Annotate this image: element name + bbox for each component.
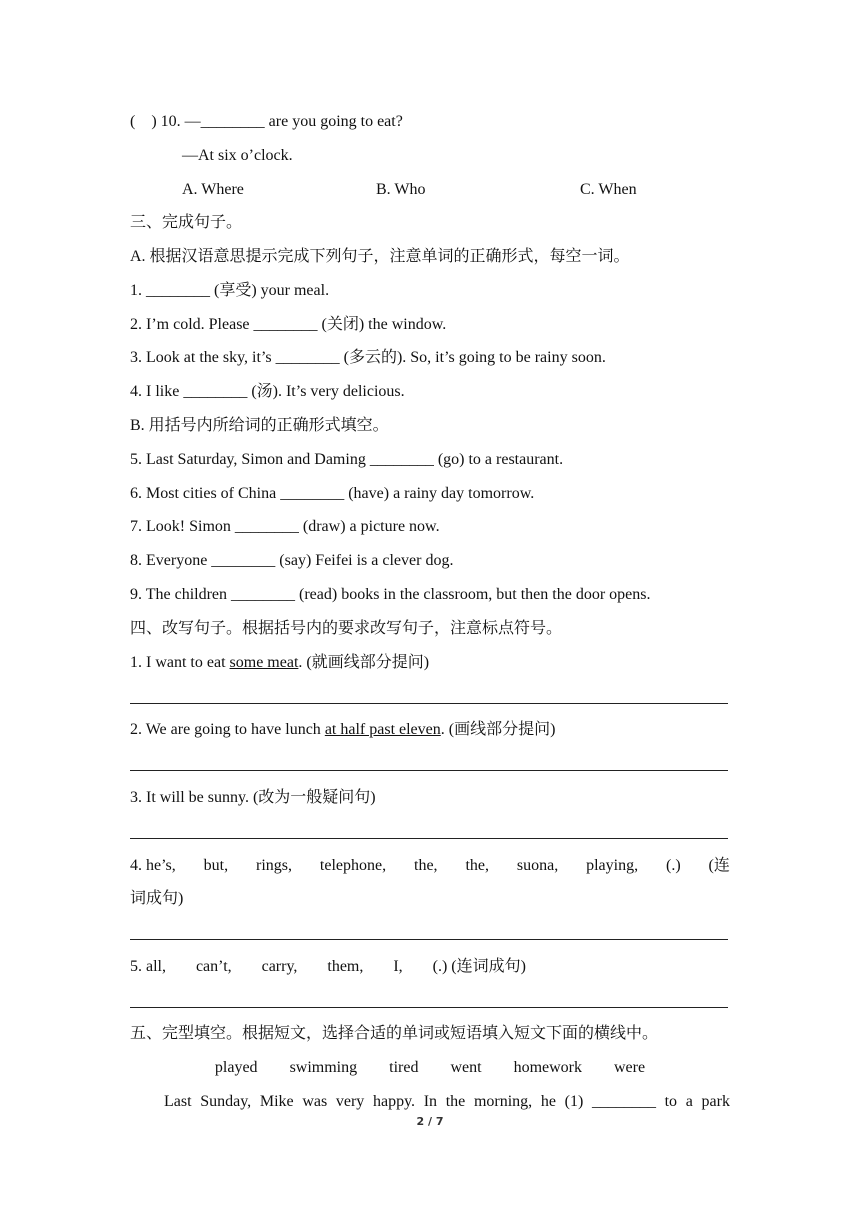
s4-q2-underlined: at half past eleven — [324, 721, 441, 738]
passage-word: very — [335, 1093, 365, 1110]
word-bank-item: went — [450, 1059, 482, 1076]
q4-token: playing, — [586, 857, 639, 874]
word-bank-item: swimming — [289, 1059, 358, 1076]
passage-word: was — [302, 1093, 328, 1110]
word-bank — [0, 1058, 860, 1078]
answer-line-4[interactable] — [130, 939, 728, 940]
answer-line-3[interactable] — [130, 838, 728, 839]
passage-word: morning, — [473, 1093, 533, 1110]
s4-q2-post: . (画线部分提问) — [440, 721, 556, 738]
answer-line-1[interactable] — [130, 703, 728, 704]
q4-token: the, — [414, 857, 438, 874]
q5-token: them, — [327, 958, 364, 975]
q5-token: I, — [393, 958, 403, 975]
s3-b-item-5: 5. Last Saturday, Simon and Daming ________ (go) to a restaurant. — [130, 451, 564, 468]
passage-word: happy. — [372, 1093, 416, 1110]
s4-q2 — [130, 720, 555, 740]
s3-b-item-6: 6. Most cities of China ________ (have) a rainy day tomorrow. — [130, 485, 535, 502]
passage-word: In — [423, 1093, 438, 1110]
passage-word: the — [445, 1093, 466, 1110]
passage-word: Last — [164, 1093, 192, 1110]
section3-part-a: A. 根据汉语意思提示完成下列句子，注意单词的正确形式，每空一词。 — [130, 248, 630, 265]
s3-a-item-4: 4. I like ________ (汤). It’s very delicious. — [130, 383, 405, 400]
page-number: 2 / 7 — [416, 1115, 444, 1128]
q4-token: rings, — [256, 857, 293, 874]
s3-a-item-1: 1. ________ (享受) your meal. — [130, 282, 330, 299]
word-bank-item: were — [614, 1059, 646, 1076]
q10-question: ( ) 10. —________ are you going to eat? — [130, 113, 403, 130]
q4-token: 4. he’s, — [130, 857, 176, 874]
section3-part-b: B. 用括号内所给词的正确形式填空。 — [130, 417, 389, 434]
q10-answer: —At six o’clock. — [182, 147, 293, 164]
s4-q1-underlined: some meat — [229, 654, 299, 671]
s4-q4 — [130, 856, 730, 876]
s4-q4-continued: 词成句) — [130, 890, 184, 907]
q4-token: (连 — [708, 857, 730, 874]
section5-title: 五、完型填空。根据短文，选择合适的单词或短语填入短文下面的横线中。 — [130, 1025, 659, 1042]
s4-q3: 3. It will be sunny. (改为一般疑问句) — [130, 789, 376, 806]
passage-blank: ________ — [591, 1093, 656, 1110]
s3-b-item-9: 9. The children ________ (read) books in the classroom, but then the door opens. — [130, 586, 651, 603]
word-bank-item: homework — [513, 1059, 582, 1076]
passage-word: a — [685, 1093, 693, 1110]
passage-word: Sunday, — [200, 1093, 252, 1110]
section3-title: 三、完成句子。 — [130, 214, 243, 231]
q10-options — [0, 180, 860, 200]
passage-word: to — [664, 1093, 678, 1110]
answer-line-5[interactable] — [130, 1007, 728, 1008]
passage-word: (1) — [564, 1093, 584, 1110]
s3-b-item-7: 7. Look! Simon ________ (draw) a picture now. — [130, 518, 440, 535]
q4-token: but, — [203, 857, 229, 874]
passage-word: he — [540, 1093, 556, 1110]
q5-token: (.) (连词成句) — [432, 958, 526, 975]
option-a: A. Where — [182, 181, 244, 198]
passage-word: Mike — [259, 1093, 294, 1110]
s3-a-item-3: 3. Look at the sky, it’s ________ (多云的). So, it’s going to be rainy soon. — [130, 349, 606, 366]
option-c: C. When — [580, 181, 637, 198]
s4-q1 — [130, 653, 429, 673]
section4-title: 四、改写句子。根据括号内的要求改写句子，注意标点符号。 — [130, 620, 563, 637]
q4-token: (.) — [665, 857, 681, 874]
passage-first-line — [164, 1092, 730, 1112]
word-bank-item: tired — [389, 1059, 419, 1076]
s4-q1-pre: 1. I want to eat — [130, 654, 230, 671]
q5-token: carry, — [261, 958, 298, 975]
s4-q2-pre: 2. We are going to have lunch — [130, 721, 325, 738]
passage-word: park — [701, 1093, 730, 1110]
s3-b-item-8: 8. Everyone ________ (say) Feifei is a clever dog. — [130, 552, 454, 569]
s3-a-item-2: 2. I’m cold. Please ________ (关闭) the window. — [130, 316, 447, 333]
s4-q1-post: . (就画线部分提问) — [298, 654, 430, 671]
word-bank-item: played — [214, 1059, 258, 1076]
q4-token: telephone, — [319, 857, 387, 874]
q5-token: 5. all, — [130, 958, 166, 975]
q5-token: can’t, — [195, 958, 232, 975]
q4-token: the, — [465, 857, 489, 874]
option-b: B. Who — [376, 181, 426, 198]
q4-token: suona, — [516, 857, 559, 874]
answer-line-2[interactable] — [130, 770, 728, 771]
s4-q5 — [130, 957, 526, 977]
